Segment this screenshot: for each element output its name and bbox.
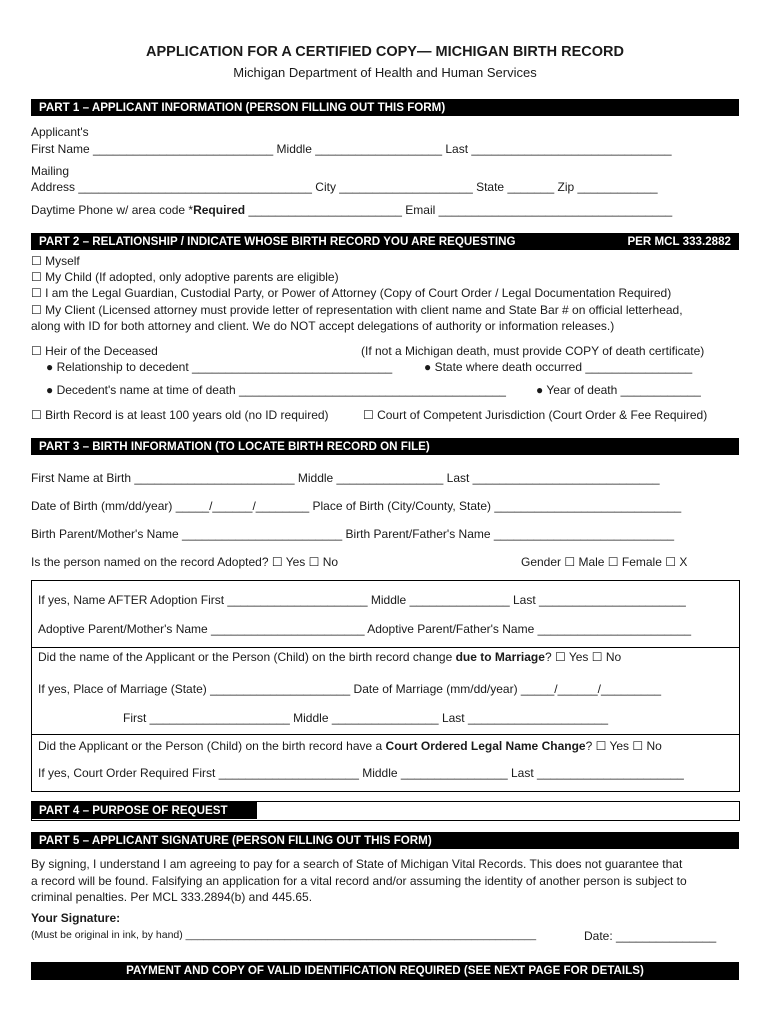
form-subtitle: Michigan Department of Health and Human Services — [233, 65, 537, 80]
year-death-field[interactable]: ● Year of death ____________ — [536, 383, 701, 397]
marriage-question[interactable] — [38, 650, 621, 664]
marriage-q-post: ? ☐ Yes ☐ No — [544, 650, 622, 664]
marriage-q-pre: Did the name of the Applicant or the Person (Child) on the birth record change — [38, 650, 456, 664]
option-hundred-years[interactable]: ☐ Birth Record is at least 100 years old (no ID required) — [31, 408, 329, 422]
adoption-name-field[interactable]: If yes, Name AFTER Adoption First _____________________ Middle _______________ Last ______________________ — [38, 593, 686, 607]
part3-heading: PART 3 – BIRTH INFORMATION (TO LOCATE BIRTH RECORD ON FILE) — [39, 440, 430, 453]
option-legal-guardian[interactable]: ☐ I am the Legal Guardian, Custodial Party, or Power of Attorney (Copy of Court Order / Legal Documentation Required) — [31, 286, 672, 300]
part5-header — [31, 832, 739, 849]
option-my-child[interactable]: ☐ My Child (If adopted, only adoptive parents are eligible) — [31, 270, 339, 284]
option-myself[interactable]: ☐ Myself — [31, 254, 80, 268]
part1-heading: PART 1 – APPLICANT INFORMATION (PERSON FILLING OUT THIS FORM) — [39, 101, 446, 114]
part5-heading: PART 5 – APPLICANT SIGNATURE (PERSON FILLING OUT THIS FORM) — [39, 834, 432, 847]
birth-name-field[interactable]: First Name at Birth ________________________ Middle ________________ Last ____________________________ — [31, 471, 660, 485]
option-court-jurisdiction[interactable]: ☐ Court of Competent Jurisdiction (Court Order & Fee Required) — [363, 408, 708, 422]
court-order-name-field[interactable]: If yes, Court Order Required First _____________________ Middle ________________ Last ______________________ — [38, 766, 684, 780]
option-my-client[interactable]: ☐ My Client (Licensed attorney must provide letter of representation with client name and State Bar # on official letterhead, — [31, 303, 683, 317]
applicants-label: Applicant's — [31, 125, 89, 139]
court-q-post: ? ☐ Yes ☐ No — [585, 739, 662, 753]
marriage-q-bold: due to Marriage — [455, 650, 545, 664]
state-death-field[interactable]: ● State where death occurred ________________ — [424, 360, 693, 374]
footer-banner — [31, 962, 739, 980]
part2-header — [31, 233, 739, 250]
phone-rest: _______________________ Email ___________________________________ — [245, 203, 673, 217]
signature-field[interactable]: (Must be original in ink, by hand) ____________________________________________________________ — [31, 929, 537, 941]
signature-terms-line-1: By signing, I understand I am agreeing to pay for a search of State of Michigan Vital Records. This does not guarantee that — [31, 857, 683, 871]
court-q-pre: Did the Applicant or the Person (Child) on the birth record have a — [38, 739, 386, 753]
applicant-address-field[interactable]: Address ___________________________________ City ____________________ State _______ Zip ____________ — [31, 180, 658, 194]
phone-email-field[interactable] — [31, 203, 672, 217]
birth-date-place-field[interactable]: Date of Birth (mm/dd/year) _____/______/________ Place of Birth (City/County, State) ____________________________ — [31, 499, 682, 513]
signature-label: Your Signature: — [31, 911, 121, 925]
part3-header — [31, 438, 739, 455]
applicant-name-field[interactable]: First Name ___________________________ Middle ___________________ Last ______________________________ — [31, 142, 672, 156]
marriage-place-date-field[interactable]: If yes, Place of Marriage (State) _____________________ Date of Marriage (mm/dd/year) _____/______/_________ — [38, 682, 662, 696]
relationship-field[interactable]: ● Relationship to decedent ______________________________ — [46, 360, 393, 374]
signature-terms-line-2: a record will be found. Falsifying an application for a vital record and/or assuming the identity of another person is subject to — [31, 874, 687, 888]
decedent-name-field[interactable]: ● Decedent's name at time of death ________________________________________ — [46, 383, 506, 397]
adoptive-parents-field[interactable]: Adoptive Parent/Mother's Name _______________________ Adoptive Parent/Father's Name _______________________ — [38, 622, 692, 636]
part4-header — [31, 802, 257, 819]
birth-parents-field[interactable]: Birth Parent/Mother's Name ________________________ Birth Parent/Father's Name ___________________________ — [31, 527, 675, 541]
divider-marriage — [31, 647, 739, 648]
court-q-bold: Court Ordered Legal Name Change — [385, 739, 586, 753]
adopted-question[interactable]: Is the person named on the record Adopted? ☐ Yes ☐ No — [31, 555, 339, 569]
part2-heading: PART 2 – RELATIONSHIP / INDICATE WHOSE BIRTH RECORD YOU ARE REQUESTING — [39, 235, 516, 248]
divider-court — [31, 734, 739, 735]
footer-banner-text: PAYMENT AND COPY OF VALID IDENTIFICATION REQUIRED (SEE NEXT PAGE FOR DETAILS) — [126, 964, 644, 977]
phone-prefix: Daytime Phone w/ area code * — [31, 203, 194, 217]
part1-header — [31, 99, 739, 116]
marriage-name-field[interactable]: First _____________________ Middle ________________ Last _____________________ — [123, 711, 609, 725]
part2-mcl: PER MCL 333.2882 — [627, 235, 731, 248]
signature-terms-line-3: criminal penalties. Per MCL 333.2894(b) and 445.65. — [31, 890, 313, 904]
gender-field[interactable]: Gender ☐ Male ☐ Female ☐ X — [521, 555, 688, 569]
phone-required: Required — [193, 203, 246, 217]
court-name-change-question[interactable] — [38, 739, 662, 753]
part4-heading: PART 4 – PURPOSE OF REQUEST — [39, 804, 228, 817]
option-heir[interactable]: ☐ Heir of the Deceased — [31, 344, 158, 358]
form-title: APPLICATION FOR A CERTIFIED COPY— MICHIGAN BIRTH RECORD — [146, 44, 624, 60]
signature-date-field[interactable]: Date: _______________ — [584, 929, 717, 943]
option-my-client-note: along with ID for both attorney and client. We do NOT accept delegations of authority or information releases.) — [31, 319, 615, 333]
heir-note: (If not a Michigan death, must provide COPY of death certificate) — [361, 344, 705, 358]
mailing-label: Mailing — [31, 164, 70, 178]
